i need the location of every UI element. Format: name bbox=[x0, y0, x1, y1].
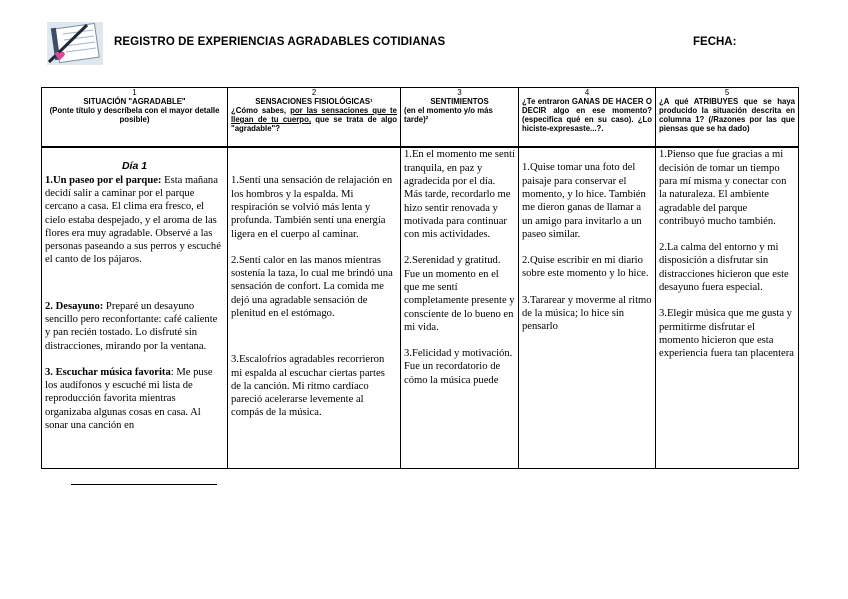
column-number: 3 bbox=[457, 88, 462, 97]
entry-2-text: Preparé un desayuno sencillo pero reconfortante: café caliente y pan recién tostado. Lo disfruté sin distracciones, mirando por la ventana. bbox=[45, 300, 218, 352]
footnote-separator bbox=[71, 484, 217, 485]
description-underline: por las sensaciones que te llegan de tu cuerpo, bbox=[231, 106, 397, 124]
table-header-row bbox=[42, 88, 799, 148]
cell-feelings bbox=[401, 147, 519, 468]
header-cell-feelings bbox=[401, 88, 519, 148]
column-number: 4 bbox=[584, 88, 590, 97]
header-cell-sensations bbox=[228, 88, 401, 148]
column-number: 1 bbox=[132, 88, 137, 97]
entry-2-title: 2. Desayuno: bbox=[45, 300, 104, 312]
description-prefix: ¿Cómo sabes, bbox=[231, 106, 291, 115]
experience-record-table bbox=[41, 87, 799, 469]
entry-2 bbox=[45, 300, 224, 353]
entry-1 bbox=[45, 174, 224, 267]
feeling-2: 2.Serenidad y gratitud. Fue un momento en el que me sentí completamente presente y consciente de lo bueno en mi vida. bbox=[404, 255, 515, 333]
entry-1-title: 1.Un paseo por el parque: bbox=[45, 174, 162, 186]
column-number: 5 bbox=[724, 88, 730, 97]
entry-1-text: Esta mañana decidí salir a caminar por el parque cercano a casa. El clima era fresco, el cielo estaba despejado, y el aroma de las flores era muy agradable. Observé a las personas paseando a sus perros y escuché el canto de los pájaros. bbox=[45, 174, 221, 266]
column-description: ¿A qué ATRIBUYES que se haya producido la situación descrita en columna 1? (/Razones por las que piensas que se ha dado) bbox=[659, 97, 795, 133]
entry-3-text: : Me puse los audífonos y escuché mi lista de reproducción favorita mientras organizaba algunas cosas en casa. Al sonar una canción en bbox=[45, 366, 213, 432]
date-label: FECHA: bbox=[693, 36, 737, 48]
attribution-1: 1.Pienso que fue gracias a mi decisión de tomar un tiempo para mí misma y conectar con la naturaleza. El ambiente agradable del parque contribuyó mucho también. bbox=[659, 149, 787, 227]
day-label: Día 1 bbox=[121, 160, 148, 173]
column-description: (Ponte título y descríbela con el mayor detalle posible) bbox=[49, 106, 220, 124]
cell-situation bbox=[42, 147, 228, 468]
entry-3 bbox=[45, 366, 224, 432]
attribution-3: 3.Elegir música que me gusta y permitirme disfrutar el momento hicieron que esta experiencia fuera tan placentera bbox=[659, 308, 794, 360]
sensation-2: 2.Sentí calor en las manos mientras sostenía la taza, lo cual me brindó una sensación de confort. La comida me dejó una agradable sensación de plenitud en el estómago. bbox=[231, 254, 393, 319]
cell-sensations bbox=[228, 147, 401, 468]
entry-3-title: 3. Escuchar música favorita bbox=[45, 366, 171, 378]
column-description bbox=[231, 106, 397, 133]
urge-1: 1.Quise tomar una foto del paisaje para conservar el momento, y lo hice. También me dieron ganas de llamar a un amigo para invitarlo a un paseo similar. bbox=[522, 162, 646, 240]
urge-2: 2.Quise escribir en mi diario sobre este momento y lo hice. bbox=[522, 255, 649, 280]
column-title: SENSACIONES FISIOLÓGICAS¹ bbox=[255, 97, 373, 106]
cell-urges bbox=[519, 147, 656, 468]
description-suffix: que se trata de algo "agradable"? bbox=[231, 115, 397, 133]
column-title: SITUACIÓN "AGRADABLE" bbox=[83, 97, 186, 106]
column-description: ¿Te entraron GANAS DE HACER O DECIR algo en ese momento? (especifica qué en su caso). ¿Lo hiciste-expresaste...?. bbox=[522, 97, 652, 133]
header-cell-situation bbox=[42, 88, 228, 148]
column-title: SENTIMIENTOS bbox=[430, 97, 489, 106]
column-description: (en el momento y/o más tarde)² bbox=[404, 106, 493, 124]
header-cell-attribution bbox=[656, 88, 799, 148]
page-title: REGISTRO DE EXPERIENCIAS AGRADABLES COTIDIANAS bbox=[114, 36, 446, 48]
sensation-3: 3.Escalofríos agradables recorrieron mi espalda al escuchar ciertas partes de la canción. Mi ritmo cardíaco pareció acelerarse levemente al compás de la música. bbox=[231, 354, 385, 419]
table-row bbox=[42, 147, 799, 468]
cell-attribution bbox=[656, 147, 799, 468]
diary-logo-icon bbox=[47, 22, 103, 65]
feeling-1: 1.En el momento me sentí tranquila, en paz y agradecida por el día. Más tarde, recordarlo me hizo sentir renovada y motivada para continuar con mis actividades. bbox=[404, 149, 515, 241]
sensation-1: 1.Sentí una sensación de relajación en los hombros y la espalda. Mi respiración se volvió más lenta y profunda. También sentí una energía ligera en el cuerpo al caminar. bbox=[231, 175, 393, 240]
feeling-3: 3.Felicidad y motivación. Fue un recordatorio de cómo la música puede bbox=[404, 348, 513, 386]
urge-3: 3.Tararear y moverme al ritmo de la música; lo hice sin pensarlo bbox=[522, 294, 652, 333]
header-cell-urges bbox=[519, 88, 656, 148]
column-number: 2 bbox=[311, 88, 317, 97]
attribution-2: 2.La calma del entorno y mi disposición a disfrutar sin distracciones hicieron que este desayuno fuera especial. bbox=[659, 242, 789, 293]
